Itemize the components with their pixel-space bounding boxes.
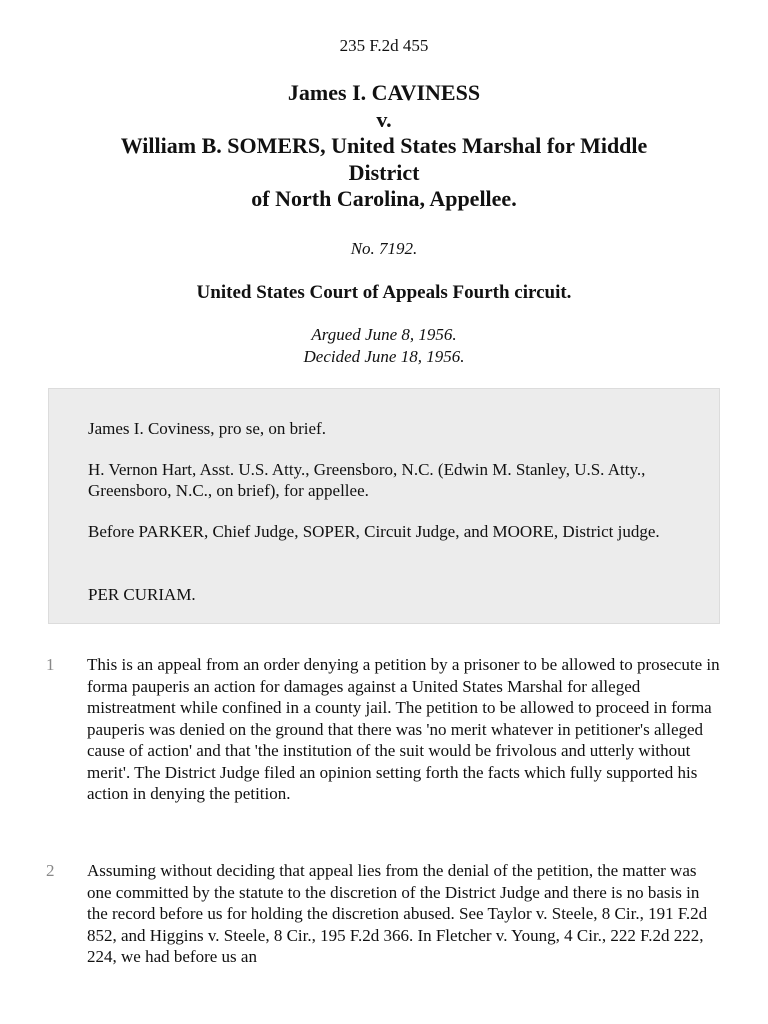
appellant-counsel: James I. Coviness, pro se, on brief. [88,419,326,438]
paragraph-number: 2 [46,861,55,880]
appellee-name-line-2: District [348,159,420,185]
appellee-counsel: H. Vernon Hart, Asst. U.S. Atty., Greensboro, N.C. (Edwin M. Stanley, U.S. Atty., Greensboro, N.C., on brief), for appellee. [88,460,646,500]
appellant-name: James I. CAVINESS [287,80,481,105]
court-name: United States Court of Appeals Fourth circuit. [196,282,572,303]
appellee-name-line-3: of North Carolina, Appellee. [251,186,517,211]
paragraph-text: Assuming without deciding that appeal lies from the denial of the petition, the matter was one committed by the statute to the discretion of the District Judge and there is no basis in the record before us for holding the discretion abused. See Taylor v. Steele, 8 Cir., 191 F.2d 852, and Higgins v. Steele, 8 Cir., 195 F.2d 366. In Fletcher v. Young, 4 Cir., 222 F.2d 222, 224, we had before us an [87,861,708,966]
paragraph-text: This is an appeal from an order denying a petition by a prisoner to be allowed to prosecute in forma pauperis an action for damages against a United States Marshal for alleged mistreatment while confined in a county jail. The petition to be allowed to proceed in forma pauperis was denied on the ground that there was 'no merit whatever in petitioner's alleged cause of action' and that 'the institution of the suit would be frivolous and utterly without merit'. The District Judge filed an opinion setting forth the facts which fully supported his action in denying the petition. [87,655,720,803]
reporter-citation: 235 F.2d 455 [339,36,429,55]
versus-label: v. [376,106,392,132]
decided-date: Decided June 18, 1956. [303,347,465,366]
case-caption [40,80,728,213]
counsel-block [48,388,720,624]
argued-date: Argued June 8, 1956. [311,325,457,344]
bench-panel: Before PARKER, Chief Judge, SOPER, Circuit Judge, and MOORE, District judge. [88,522,660,541]
paragraph-number: 1 [46,655,55,674]
docket-number: No. 7192. [350,239,418,258]
case-dates [0,324,768,368]
per-curiam-label: PER CURIAM. [88,585,196,604]
appellee-name-line-1: William B. SOMERS, United States Marshal for Middle [120,133,648,158]
